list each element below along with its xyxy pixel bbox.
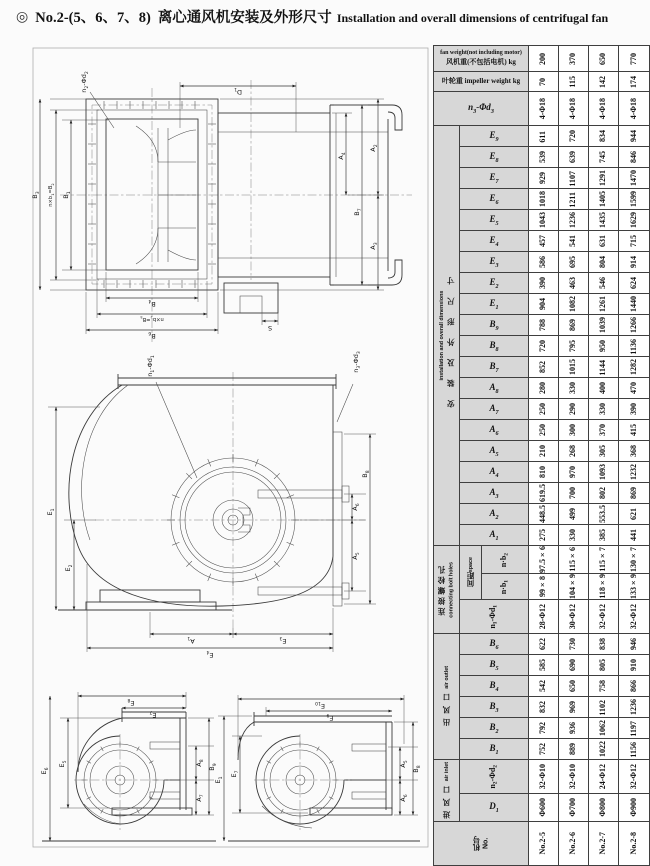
cell-A8-No.2-7: 400 bbox=[589, 378, 619, 399]
dim-label-a8: $A_8$ bbox=[195, 759, 205, 767]
row-label-n1d1: $n_1-\Phi d_1$ bbox=[460, 600, 529, 634]
table-row-E4 bbox=[434, 231, 650, 252]
cell-A4-No.2-8: 1232 bbox=[619, 462, 650, 483]
cell-D1-No.2-8: Φ900 bbox=[619, 794, 650, 822]
table-row-A8 bbox=[434, 378, 650, 399]
cell-fan_weight-No.2-6: 370 bbox=[559, 46, 589, 72]
cell-n1d1-No.2-6: 30-Φ12 bbox=[559, 600, 589, 634]
cell-A2-No.2-5: 448.5 bbox=[529, 504, 559, 525]
row-label-E4: $E_4$ bbox=[460, 231, 529, 252]
cell-n1d1-No.2-5: 28-Φ12 bbox=[529, 600, 559, 634]
table-row-B4 bbox=[434, 676, 650, 697]
cell-model-No.2-6: No.2-6 bbox=[559, 822, 589, 866]
cell-model-No.2-7: No.2-7 bbox=[589, 822, 619, 866]
cell-E5-No.2-8: 1629 bbox=[619, 210, 650, 231]
cell-nb2-No.2-5: 97.5×6 bbox=[529, 546, 559, 574]
cell-A5-No.2-8: 368 bbox=[619, 441, 650, 462]
row-label-B5: $B_5$ bbox=[460, 655, 529, 676]
cell-A5-No.2-5: 210 bbox=[529, 441, 559, 462]
dimensions-table bbox=[433, 45, 650, 866]
cell-nb1-No.2-7: 118×9 bbox=[589, 574, 619, 600]
cell-D1-No.2-5: Φ600 bbox=[529, 794, 559, 822]
cell-impeller_weight-No.2-6: 115 bbox=[559, 72, 589, 92]
cell-A5-No.2-7: 305 bbox=[589, 441, 619, 462]
cell-E9-No.2-6: 720 bbox=[559, 126, 589, 147]
cell-E9-No.2-8: 944 bbox=[619, 126, 650, 147]
cell-B2-No.2-7: 1062 bbox=[589, 718, 619, 739]
group-header-bolt: 连接螺栓孔 connecting bolt holes bbox=[434, 546, 460, 634]
cell-B8-No.2-7: 950 bbox=[589, 336, 619, 357]
cell-n1d1-No.2-8: 32-Φ12 bbox=[619, 600, 650, 634]
cell-E4-No.2-8: 715 bbox=[619, 231, 650, 252]
cell-B5-No.2-6: 690 bbox=[559, 655, 589, 676]
row-label-B7: $B_7$ bbox=[460, 357, 529, 378]
cell-A8-No.2-5: 280 bbox=[529, 378, 559, 399]
table-row-A2 bbox=[434, 504, 650, 525]
dim-label-a1: $A_1$ bbox=[187, 635, 195, 645]
dim-label-b4: $B_4$ bbox=[148, 298, 156, 308]
dim-label-b3: $B_3$ bbox=[31, 191, 41, 199]
dim-label-e2: $E_2$ bbox=[64, 564, 74, 572]
table-row-n1d1 bbox=[434, 600, 650, 634]
row-label-A2: $A_2$ bbox=[460, 504, 529, 525]
cell-B9-No.2-6: 869 bbox=[559, 315, 589, 336]
row-label-E7: $E_7$ bbox=[460, 168, 529, 189]
dim-label-a6: $A_6$ bbox=[399, 794, 409, 802]
cell-E7-No.2-8: 1470 bbox=[619, 168, 650, 189]
cell-A2-No.2-8: 621 bbox=[619, 504, 650, 525]
cell-B8-No.2-6: 795 bbox=[559, 336, 589, 357]
cell-A4-No.2-7: 1093 bbox=[589, 462, 619, 483]
cell-A3-No.2-6: 700 bbox=[559, 483, 589, 504]
cell-B3-No.2-6: 969 bbox=[559, 697, 589, 718]
table-row-E8 bbox=[434, 147, 650, 168]
table-row-B7 bbox=[434, 357, 650, 378]
row-label-A8: $A_8$ bbox=[460, 378, 529, 399]
dim-label-e9: $E_9$ bbox=[326, 712, 334, 722]
cell-B9-No.2-8: 1266 bbox=[619, 315, 650, 336]
title-chinese: 离心通风机安装及外形尺寸 bbox=[157, 10, 332, 26]
drawing-rotated-view-left bbox=[40, 692, 218, 841]
row-label-A6: $A_6$ bbox=[460, 420, 529, 441]
row-label-B2: $B_2$ bbox=[460, 718, 529, 739]
cell-B3-No.2-7: 1102 bbox=[589, 697, 619, 718]
cell-B5-No.2-7: 805 bbox=[589, 655, 619, 676]
cell-E1-No.2-8: 1440 bbox=[619, 294, 650, 315]
cell-n3d3-No.2-6: 4-Φ18 bbox=[559, 92, 589, 126]
table-row-A1 bbox=[434, 525, 650, 546]
cell-n3d3-No.2-7: 4-Φ18 bbox=[589, 92, 619, 126]
title-english: Installation and overall dimensions of centrifugal fan bbox=[336, 11, 609, 25]
cell-A4-No.2-6: 970 bbox=[559, 462, 589, 483]
table-row-B6 bbox=[434, 634, 650, 655]
row-label-nb2: $n\cdot b_2$ bbox=[482, 546, 529, 574]
cell-fan_weight-No.2-5: 200 bbox=[529, 46, 559, 72]
dim-label-b2: $n\times b_1=B_2$ bbox=[48, 183, 55, 207]
dim-label-e5: $E_5$ bbox=[58, 760, 68, 768]
row-label-impeller_weight: 叶轮重 impeller weight kg bbox=[434, 72, 529, 92]
cell-A3-No.2-8: 869 bbox=[619, 483, 650, 504]
table-row-impeller_weight bbox=[434, 72, 650, 92]
cell-A2-No.2-6: 499 bbox=[559, 504, 589, 525]
cell-E7-No.2-7: 1291 bbox=[589, 168, 619, 189]
cell-B6-No.2-5: 622 bbox=[529, 634, 559, 655]
drawing-rotated-view-right bbox=[214, 695, 422, 841]
cell-E2-No.2-6: 463 bbox=[559, 273, 589, 294]
cell-B2-No.2-5: 792 bbox=[529, 718, 559, 739]
table-row-E3 bbox=[434, 252, 650, 273]
table-row-E6 bbox=[434, 189, 650, 210]
cell-E7-No.2-6: 1107 bbox=[559, 168, 589, 189]
cell-A7-No.2-8: 390 bbox=[619, 399, 650, 420]
cell-A7-No.2-5: 250 bbox=[529, 399, 559, 420]
group-header-outlet: 出风口air outlet bbox=[434, 634, 460, 760]
row-label-E6: $E_6$ bbox=[460, 189, 529, 210]
row-label-E9: $E_9$ bbox=[460, 126, 529, 147]
dim-label-e4: $E_4$ bbox=[206, 649, 214, 659]
cell-n2d2-No.2-8: 32-Φ12 bbox=[619, 760, 650, 794]
cell-B4-No.2-8: 866 bbox=[619, 676, 650, 697]
cell-A1-No.2-6: 330 bbox=[559, 525, 589, 546]
row-label-B8: $B_8$ bbox=[460, 336, 529, 357]
cell-A6-No.2-6: 300 bbox=[559, 420, 589, 441]
cell-B2-No.2-6: 936 bbox=[559, 718, 589, 739]
row-label-B6: $B_6$ bbox=[460, 634, 529, 655]
cell-A5-No.2-6: 268 bbox=[559, 441, 589, 462]
row-label-fan_weight: fan weight(not including motor) 风机重(不包括电机) kg bbox=[434, 46, 529, 72]
dim-label-e7-right: $E_7$ bbox=[230, 770, 240, 778]
dim-label-b5: $n\times b_2=B_5$ bbox=[140, 315, 164, 322]
cell-D1-No.2-7: Φ800 bbox=[589, 794, 619, 822]
cell-A6-No.2-8: 415 bbox=[619, 420, 650, 441]
cell-model-No.2-8: No.2-8 bbox=[619, 822, 650, 866]
dim-label-e10: $E_{10}$ bbox=[315, 700, 325, 710]
cell-nb2-No.2-6: 115×6 bbox=[559, 546, 589, 574]
cell-B7-No.2-6: 1015 bbox=[559, 357, 589, 378]
cell-B4-No.2-6: 650 bbox=[559, 676, 589, 697]
row-label-E3: $E_3$ bbox=[460, 252, 529, 273]
cell-E2-No.2-8: 624 bbox=[619, 273, 650, 294]
row-label-B9: $B_9$ bbox=[460, 315, 529, 336]
table-row-n2d2 bbox=[434, 760, 650, 794]
cell-B6-No.2-8: 946 bbox=[619, 634, 650, 655]
cell-B6-No.2-6: 730 bbox=[559, 634, 589, 655]
cell-B5-No.2-5: 585 bbox=[529, 655, 559, 676]
page-title bbox=[16, 6, 646, 27]
row-label-E5: $E_5$ bbox=[460, 210, 529, 231]
table-row-E7 bbox=[434, 168, 650, 189]
table-row-A4 bbox=[434, 462, 650, 483]
table-row-B2 bbox=[434, 718, 650, 739]
cell-A7-No.2-7: 330 bbox=[589, 399, 619, 420]
dim-label-e1: $E_1$ bbox=[46, 508, 56, 516]
cell-E1-No.2-7: 1261 bbox=[589, 294, 619, 315]
cell-n2d2-No.2-5: 32-Φ10 bbox=[529, 760, 559, 794]
cell-B4-No.2-7: 758 bbox=[589, 676, 619, 697]
cell-nb2-No.2-7: 115×7 bbox=[589, 546, 619, 574]
cell-E4-No.2-6: 541 bbox=[559, 231, 589, 252]
cell-B9-No.2-7: 1039 bbox=[589, 315, 619, 336]
group-header-space: 间距space bbox=[460, 546, 482, 600]
cell-E1-No.2-6: 1082 bbox=[559, 294, 589, 315]
cell-B1-No.2-8: 1156 bbox=[619, 739, 650, 760]
cell-E2-No.2-7: 546 bbox=[589, 273, 619, 294]
cell-E5-No.2-5: 1043 bbox=[529, 210, 559, 231]
group-header-inlet: 进风口air inlet bbox=[434, 760, 460, 822]
dim-label-d1: $D_1$ bbox=[234, 86, 242, 96]
cell-A6-No.2-5: 250 bbox=[529, 420, 559, 441]
cell-model-No.2-5: No.2-5 bbox=[529, 822, 559, 866]
cell-E6-No.2-6: 1211 bbox=[559, 189, 589, 210]
dim-label-a3: $A_3$ bbox=[369, 242, 379, 250]
row-label-D1: $D_1$ bbox=[460, 794, 529, 822]
cell-A2-No.2-7: 553.5 bbox=[589, 504, 619, 525]
row-label-A5: $A_5$ bbox=[460, 441, 529, 462]
row-label-A4: $A_4$ bbox=[460, 462, 529, 483]
dim-label-a7: $A_7$ bbox=[195, 794, 205, 802]
dim-label-e6: $E_6$ bbox=[40, 767, 50, 775]
table-row-B3 bbox=[434, 697, 650, 718]
dim-label-b8-right: $B_8$ bbox=[412, 765, 422, 773]
cell-A8-No.2-6: 330 bbox=[559, 378, 589, 399]
dim-label-e8: $E_8$ bbox=[127, 697, 135, 707]
cell-E8-No.2-8: 846 bbox=[619, 147, 650, 168]
row-label-E1: $E_1$ bbox=[460, 294, 529, 315]
cell-A3-No.2-5: 619.5 bbox=[529, 483, 559, 504]
cell-nb1-No.2-8: 133×9 bbox=[619, 574, 650, 600]
cell-D1-No.2-6: Φ700 bbox=[559, 794, 589, 822]
cell-impeller_weight-No.2-8: 174 bbox=[619, 72, 650, 92]
cell-n3d3-No.2-5: 4-Φ18 bbox=[529, 92, 559, 126]
cell-n2d2-No.2-6: 32-Φ10 bbox=[559, 760, 589, 794]
dim-label-n2d2: $n_2-\Phi d_2$ bbox=[80, 71, 90, 93]
table-row-A3 bbox=[434, 483, 650, 504]
table-row-fan_weight bbox=[434, 46, 650, 72]
row-label-A7: $A_7$ bbox=[460, 399, 529, 420]
dim-label-a5: $A_5$ bbox=[399, 760, 409, 768]
table-row-B9 bbox=[434, 315, 650, 336]
cell-B1-No.2-7: 1022 bbox=[589, 739, 619, 760]
dim-label-b8: $B_8$ bbox=[361, 470, 371, 478]
table-row-A6 bbox=[434, 420, 650, 441]
cell-n3d3-No.2-8: 4-Φ18 bbox=[619, 92, 650, 126]
title-model-range: No.2-(5、6、7、8) bbox=[35, 10, 151, 26]
table-row-D1 bbox=[434, 794, 650, 822]
row-label-n3d3: $n_3-\Phi d_3$ bbox=[434, 92, 529, 126]
dim-label-b6: $B_6$ bbox=[148, 330, 156, 340]
row-label-A3: $A_3$ bbox=[460, 483, 529, 504]
row-label-E8: $E_8$ bbox=[460, 147, 529, 168]
cell-B5-No.2-8: 910 bbox=[619, 655, 650, 676]
cell-A1-No.2-7: 385 bbox=[589, 525, 619, 546]
cell-E6-No.2-7: 1405 bbox=[589, 189, 619, 210]
cell-A6-No.2-7: 370 bbox=[589, 420, 619, 441]
dim-label-e7-left: $E_7$ bbox=[149, 709, 157, 719]
table-row-nb2 bbox=[434, 546, 650, 574]
cell-E3-No.2-8: 914 bbox=[619, 252, 650, 273]
drawing-front-view bbox=[46, 351, 376, 659]
table-row-n3d3 bbox=[434, 92, 650, 126]
cell-A1-No.2-8: 441 bbox=[619, 525, 650, 546]
cell-A7-No.2-6: 290 bbox=[559, 399, 589, 420]
table-row-B1 bbox=[434, 739, 650, 760]
cell-impeller_weight-No.2-7: 142 bbox=[589, 72, 619, 92]
cell-E2-No.2-5: 390 bbox=[529, 273, 559, 294]
cell-E5-No.2-7: 1435 bbox=[589, 210, 619, 231]
row-label-model: 机号 No. bbox=[434, 822, 529, 866]
row-label-B1: $B_1$ bbox=[460, 739, 529, 760]
dim-label-s: S bbox=[267, 324, 273, 332]
cell-E7-No.2-5: 929 bbox=[529, 168, 559, 189]
row-label-B4: $B_4$ bbox=[460, 676, 529, 697]
cell-nb1-No.2-5: 99×8 bbox=[529, 574, 559, 600]
drawing-top-view bbox=[31, 71, 412, 342]
dim-label-n3d3: $n_3-\Phi d_3$ bbox=[352, 351, 362, 373]
engineering-drawings bbox=[0, 44, 432, 859]
row-label-nb1: $n\cdot b_1$ bbox=[482, 574, 529, 600]
row-label-E2: $E_2$ bbox=[460, 273, 529, 294]
cell-B7-No.2-7: 1144 bbox=[589, 357, 619, 378]
cell-E5-No.2-6: 1236 bbox=[559, 210, 589, 231]
title-bullseye-icon: ◎ bbox=[16, 10, 29, 25]
cell-E8-No.2-6: 639 bbox=[559, 147, 589, 168]
cell-A4-No.2-5: 810 bbox=[529, 462, 559, 483]
dim-label-a5: $A_5$ bbox=[351, 552, 361, 560]
cell-E8-No.2-5: 539 bbox=[529, 147, 559, 168]
cell-B1-No.2-6: 889 bbox=[559, 739, 589, 760]
cell-B7-No.2-8: 1282 bbox=[619, 357, 650, 378]
cell-n1d1-No.2-7: 32-Φ12 bbox=[589, 600, 619, 634]
cell-B1-No.2-5: 752 bbox=[529, 739, 559, 760]
cell-E3-No.2-6: 695 bbox=[559, 252, 589, 273]
table-row-A7 bbox=[434, 399, 650, 420]
dim-label-b9: $B_9$ bbox=[208, 763, 218, 771]
cell-fan_weight-No.2-7: 650 bbox=[589, 46, 619, 72]
cell-E4-No.2-7: 631 bbox=[589, 231, 619, 252]
cell-nb1-No.2-6: 104×9 bbox=[559, 574, 589, 600]
row-label-B3: $B_3$ bbox=[460, 697, 529, 718]
cell-B7-No.2-5: 852 bbox=[529, 357, 559, 378]
row-label-n2d2: $n_2-\Phi d_2$ bbox=[460, 760, 529, 794]
dim-label-a4: $A_4$ bbox=[337, 152, 347, 160]
cell-nb2-No.2-8: 130×7 bbox=[619, 546, 650, 574]
cell-fan_weight-No.2-8: 770 bbox=[619, 46, 650, 72]
cell-B2-No.2-8: 1197 bbox=[619, 718, 650, 739]
cell-B6-No.2-7: 838 bbox=[589, 634, 619, 655]
cell-E3-No.2-5: 586 bbox=[529, 252, 559, 273]
dim-label-b1: $B_1$ bbox=[62, 191, 72, 199]
dim-label-a2: $A_2$ bbox=[369, 144, 379, 152]
dim-label-b7: $B_7$ bbox=[353, 208, 363, 216]
dim-label-e1-right: $E_1$ bbox=[214, 776, 224, 784]
group-header-install: installation and overall dimensions 安装及外形尺寸 bbox=[434, 126, 460, 546]
cell-E1-No.2-5: 904 bbox=[529, 294, 559, 315]
cell-E6-No.2-8: 1599 bbox=[619, 189, 650, 210]
cell-E9-No.2-5: 611 bbox=[529, 126, 559, 147]
cell-E8-No.2-7: 745 bbox=[589, 147, 619, 168]
dim-label-e3: $E_3$ bbox=[279, 635, 287, 645]
cell-E9-No.2-7: 834 bbox=[589, 126, 619, 147]
table-row-B5 bbox=[434, 655, 650, 676]
cell-impeller_weight-No.2-5: 70 bbox=[529, 72, 559, 92]
row-label-A1: $A_1$ bbox=[460, 525, 529, 546]
dim-label-n1d1: $n_1-\Phi d_1$ bbox=[146, 355, 156, 377]
table-row-A5 bbox=[434, 441, 650, 462]
table-row-E5 bbox=[434, 210, 650, 231]
dim-label-a6: $A_6$ bbox=[351, 503, 361, 511]
cell-B9-No.2-5: 788 bbox=[529, 315, 559, 336]
cell-A8-No.2-8: 470 bbox=[619, 378, 650, 399]
cell-E3-No.2-7: 804 bbox=[589, 252, 619, 273]
cell-E4-No.2-5: 457 bbox=[529, 231, 559, 252]
table-row-E2 bbox=[434, 273, 650, 294]
cell-B3-No.2-5: 832 bbox=[529, 697, 559, 718]
table-row-E1 bbox=[434, 294, 650, 315]
cell-B8-No.2-8: 1136 bbox=[619, 336, 650, 357]
cell-A1-No.2-5: 275 bbox=[529, 525, 559, 546]
table-row-E9 bbox=[434, 126, 650, 147]
cell-B4-No.2-5: 542 bbox=[529, 676, 559, 697]
cell-B8-No.2-5: 720 bbox=[529, 336, 559, 357]
cell-A3-No.2-7: 802 bbox=[589, 483, 619, 504]
cell-B3-No.2-8: 1236 bbox=[619, 697, 650, 718]
table-row-B8 bbox=[434, 336, 650, 357]
cell-n2d2-No.2-7: 24-Φ12 bbox=[589, 760, 619, 794]
cell-E6-No.2-5: 1018 bbox=[529, 189, 559, 210]
